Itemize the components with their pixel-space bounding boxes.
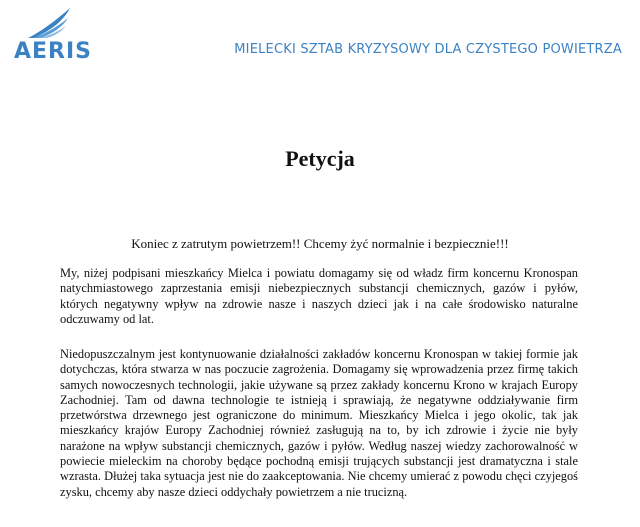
petition-slogan: Koniec z zatrutym powietrzem!! Chcemy żyć normalnie i bezpiecznie!!!: [131, 236, 509, 251]
paragraph: My, niżej podpisani mieszkańcy Mielca i powiatu domagamy się od władz firm koncernu Kronospan natychmiastowego zaprzestania emisji niebezpiecznych substancji chemicznych, gazów i pyłów, których negatywny wpływ na zdrowie nasze i naszych dzieci jak i na całe środowisko naturalne odczuwamy od lat.: [60, 266, 578, 326]
wing-swoosh-icon: [26, 6, 74, 40]
logo-text: AERIS: [14, 39, 93, 64]
organization-name: MIELECKI SZTAB KRYZYSOWY DLA CZYSTEGO POWIETRZA: [234, 42, 622, 57]
aeris-logo: [8, 6, 93, 66]
document-title: Petycja: [285, 146, 355, 171]
paragraph: Niedopuszczalnym jest kontynuowanie działalności zakładów koncernu Kronospan w takiej formie jak dotychczas, która stwarza w nas poczucie zagrożenia. Domagamy się wprowadzenia przez firmę takich samych nowoczesnych technologii, jakie używane są przez zakłady koncernu Krono w krajach Europy Zachodniej. Tam od dawna technologie te istnieją i sprawiają, że negatywne oddziaływanie firm przetwórstwa drzewnego jest ograniczone do minimum. Mieszkańcy Mielca i jego okolic, tak jak mieszkańcy krajów Europy Zachodniej również zasługują na to, by ich zdrowie i życie nie były narażone na wpływ substancji chemicznych, gazów i pyłów. Według naszej wiedzy zachorowalność w powiecie mieleckim na choroby będące pochodną emisji trujących substancji jest dramatyczna i stale wzrasta. Dłużej taka sytuacja jest nie do zaakceptowania. Nie chcemy umierać z powodu chęci czyjegoś zysku, chcemy aby nasze dzieci oddychały powietrzem a nie trucizną.: [60, 347, 578, 499]
page-header: [0, 0, 640, 70]
